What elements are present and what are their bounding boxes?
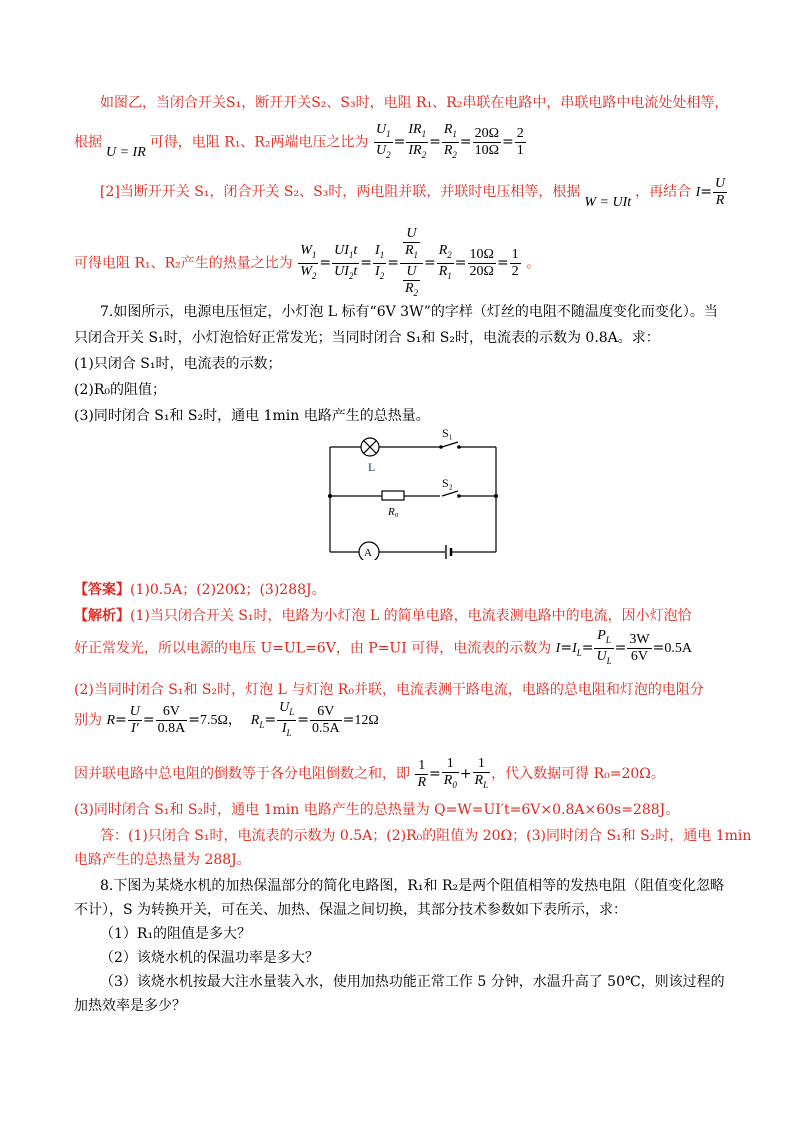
q8-stem-1: 8.下图为某烧水机的加热保温部分的简化电路图，R₁和 R₂是两个阻值相等的发热电阻（阻值变化忽略 [100,878,725,894]
q8-sub-2: （2）该烧水机的保温功率是多大？ [100,950,319,966]
q7-stem-1: 7.如图所示，电源电压恒定，小灯泡 L 标有“6V 3W”的字样（灯丝的电阻不随温度变化而变化）。当 [100,304,718,320]
formula-i-u-r: I= $\frac{U}{R}$ [695,175,726,208]
analysis-tag: 【解析】 [74,608,130,624]
ammeter-label: A [364,547,372,559]
q7-analysis-4 [74,700,379,745]
text: 因并联电路中总电阻的倒数等于各分电阻倒数之和，即 [74,766,410,782]
q7-sub-3: (3)同时闭合 S₁和 S₂时，通电 1min 电路产生的总热量。 [74,408,430,424]
q7-analysis-8: 电路产生的总热量为 288J。 [74,852,251,868]
q7-analysis-5 [74,754,665,794]
text: 。 [526,255,541,272]
text: 根据 [74,134,102,151]
s1-label: S₁ [442,426,453,440]
text: 可得，电阻 R₁、R₂两端电压之比为 [149,134,369,151]
s2-label: S₂ [442,476,453,490]
resistance-formulas: R= $\frac{U}{I'}$ = $\frac{6V}{0.8A}$ =7.5Ω， $R_L=$ $\frac{U_L}{I_L}$ = $\frac{6V}{0.5A}$ =12Ω [106,700,379,738]
q8-sub-1: （1）R₁的阻值是多大？ [100,926,252,942]
text: ，代入数据可得 R₀=20Ω。 [491,766,665,782]
analysis-text: (1)当只闭合开关 S₁时，电路为小灯泡 L 的简单电路，电流表测电路中的电流，因小灯泡恰 [130,608,692,624]
q7-stem-2: 只闭合开关 S₁时，小灯泡恰好正常发光；当同时闭合 S₁和 S₂时，电流表的示数为 0.8A。求： [74,330,660,346]
part6-line2 [74,122,527,173]
q7-analysis-7: 答：(1)只闭合 S₁时，电流表的示数为 0.5A；(2)R₀的阻值为 20Ω；(3)同时闭合 S₁和 S₂时，通电 1min [100,828,752,844]
formula-u-ir: U = IR [106,145,146,161]
formula-w-uit: W = UIt [584,195,632,210]
current-formula: $I=I_L=$ $\frac{P_L}{U_L}$ = $\frac{3W}{6V}$ =0.5A [555,628,692,666]
heat-ratio-formula: $\frac{W_1}{W_2}$ = $\frac{UI_1t}{UI_2t}$ = $\frac{I_1}{I_2}$ = $\frac{\frac{U}{R_1}}{\frac{U}{R_2}}$ = $\frac{R_2}{R_1}$ = $\frac{10\Omega}{20\Omega}$ = $\frac{1}{2}$ [300,226,519,298]
answer-text: (1)0.5A；(2)20Ω；(3)288J。 [130,582,326,598]
switch-s1-icon [442,442,458,447]
text: 别为 [74,712,102,729]
resistor-icon [382,491,404,500]
part6-line4 [74,226,540,301]
q7-analysis-3: (2)当同时闭合 S₁和 S₂时，灯泡 L 与灯泡 R₀并联，电流表测干路电流，电路的总电阻和灯泡的电阻分 [74,682,704,698]
part6-line1: 如图乙，当闭合开关S₁，断开开关S₂、S₃时，电阻 R₁、R₂串联在电路中，串联电路中电流处处相等， [100,95,729,111]
answer-tag: 【答案】 [74,582,130,598]
text: [2]当断开开关 S₁，闭合开关 S₂、S₃时，两电阻并联，并联时电压相等，根据 [100,184,581,200]
r0-label: R₀ [388,506,399,518]
q7-analysis-1 [74,606,692,626]
text: 可得电阻 R₁、R₂产生的热量之比为 [74,255,293,272]
q8-sub-3: （3）该烧水机按最大注水量装入水，使用加热功能正常工作 5 分钟，水温升高了 50℃，则该过程的 [100,974,725,990]
text: ，再结合 [635,184,692,200]
lamp-label: L [368,460,376,474]
q7-sub-1: (1)只闭合 S₁时，电流表的示数； [74,356,282,372]
parallel-formula: $\frac{1}{R}$ = $\frac{1}{R_0}$ + $\frac{1}{R_L}$ [417,755,489,790]
ratio-formula: $\frac{U_1}{U_2}$ = $\frac{IR_1}{IR_2}$ = $\frac{R_1}{R_2}$ = $\frac{20\Omega}{10\Omega}$ = $\frac{2}{1}$ [376,122,524,160]
switch-s2-icon [442,491,458,496]
circuit-diagram [318,425,508,560]
q8-stem-2: 不计），S 为转换开关，可在关、加热、保温之间切换，其部分技术参数如下表所示，求： [74,902,628,918]
q7-analysis-2 [74,628,692,673]
q7-analysis-6: (3)同时闭合 S₁和 S₂时，通电 1min 电路产生的总热量为 Q=W=UI′t=6V×0.8A×60s=288J。 [74,802,680,818]
q7-sub-2: (2)R₀的阻值； [74,382,166,398]
q7-answer [74,580,326,600]
text: 好正常发光，所以电源的电压 U=UL=6V，由 P=UI 可得，电流表的示数为 [74,640,552,657]
part6-line3 [100,172,728,223]
q8-sub-4: 加热效率是多少？ [74,998,186,1014]
